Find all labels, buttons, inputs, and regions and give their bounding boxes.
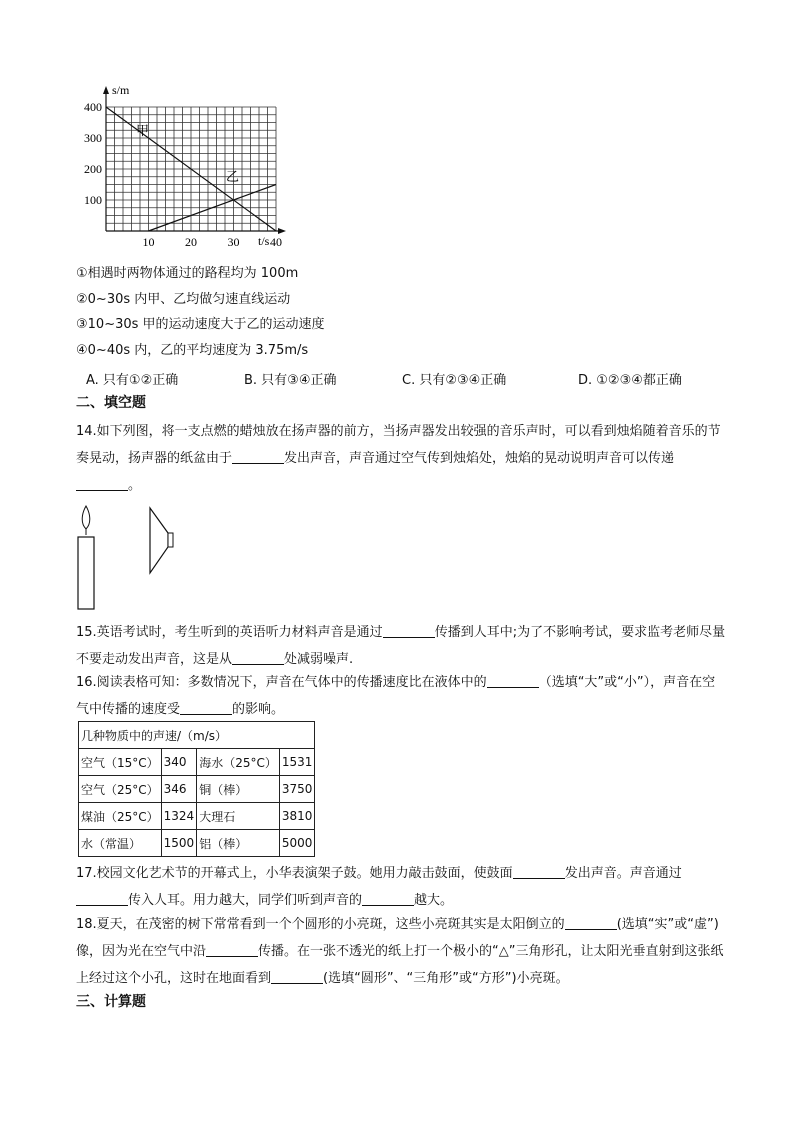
option-a[interactable]: A. 只有①②正确	[86, 373, 179, 388]
q17-blank-2[interactable]	[76, 891, 128, 906]
candle-body	[78, 537, 94, 609]
x-tick-label: 20	[185, 235, 197, 249]
q17-text-4: 越大。	[414, 893, 454, 908]
q14-text-3: 。	[128, 478, 142, 493]
q16-blank-2[interactable]	[180, 700, 232, 715]
table-cell: 1531	[279, 749, 315, 776]
option-b[interactable]: B. 只有③④正确	[244, 373, 337, 388]
q17-text-3: 传入人耳。用力越大，同学们听到声音的	[128, 893, 363, 908]
x-tick-label: 10	[142, 235, 155, 249]
table-cell: 海水（25°C）	[197, 749, 280, 776]
table-row	[79, 749, 315, 776]
table-cell: 铝（棒）	[197, 830, 280, 857]
q18-text-1: 18.夏天，在茂密的树下常常看到一个个圆形的小亮斑，这些小亮斑其实是太阳倒立的	[76, 917, 565, 932]
table-title-row	[79, 722, 315, 749]
table-cell: 大理石	[197, 803, 280, 830]
speaker-cone	[150, 508, 168, 573]
question-14	[76, 418, 726, 499]
y-axis-label: s/m	[112, 83, 130, 97]
section-calc-heading: 三、计算题	[76, 994, 146, 1010]
table-cell: 1500	[161, 830, 197, 857]
y-axis-arrow	[103, 86, 109, 94]
y-tick-label: 200	[84, 162, 102, 176]
x-tick-label: 40	[270, 235, 282, 249]
question-16	[76, 669, 726, 723]
question-17	[76, 860, 726, 914]
y-tick-labels	[84, 100, 102, 207]
q18-text-3: 传播。在一张不透光的纸上打一个极小的“△”三角形孔，让太阳光垂直射到这张纸上经过这个小孔，这时在地面看到	[76, 944, 724, 986]
q15-blank-1[interactable]	[383, 623, 435, 638]
q16-text-1: 16.阅读表格可知：多数情况下，声音在气体中的传播速度比在液体中的	[76, 675, 487, 690]
q16-text-3: 的影响。	[232, 702, 285, 717]
table-cell: 3750	[279, 776, 315, 803]
table-cell: 煤油（25°C）	[79, 803, 162, 830]
table-cell: 空气（15°C）	[79, 749, 162, 776]
question-18	[76, 911, 726, 992]
q17-blank-1[interactable]	[513, 864, 565, 879]
q15-text-1: 15.英语考试时，考生听到的英语听力材料声音是通过	[76, 625, 383, 640]
q16-text-2: （选填“大”或“小”），声音在空气中传播的速度受	[76, 675, 716, 717]
x-axis-arrow	[278, 228, 286, 234]
speaker-magnet	[168, 533, 173, 547]
q18-blank-1[interactable]	[565, 915, 617, 930]
sound-speed-table	[78, 721, 315, 857]
q15-text-3: 处减弱噪声.	[284, 652, 354, 667]
table-cell: 空气（25°C）	[79, 776, 162, 803]
q14-text-1: 14.如下列图，将一支点燃的蜡烛放在扬声器的前方，当扬声器发出较强的音乐声时，可以看到烛焰随着音乐的节奏晃动，扬声器的纸盆由于	[76, 424, 721, 466]
q18-blank-2[interactable]	[206, 942, 258, 957]
label-jia: 甲	[136, 123, 150, 138]
q18-text-2: (选填“实”或“虚”)像，因为光在空气中沿	[76, 917, 719, 959]
statement-3: ③10~30s 甲的运动速度大于乙的运动速度	[76, 317, 325, 332]
st-graph	[70, 80, 300, 255]
table-row	[79, 830, 315, 857]
candle-flame	[82, 506, 90, 529]
table-title: 几种物质中的声速/（m/s）	[79, 722, 315, 749]
table-cell: 340	[161, 749, 197, 776]
candle	[78, 506, 94, 609]
y-tick-label: 300	[84, 131, 102, 145]
q17-text-2: 发出声音。声音通过	[564, 866, 682, 881]
q16-blank-1[interactable]	[487, 673, 539, 688]
speaker	[150, 508, 173, 573]
q14-blank-1[interactable]	[232, 449, 284, 464]
option-c[interactable]: C. 只有②③④正确	[402, 373, 507, 388]
statement-1: ①相遇时两物体通过的路程均为 100m	[76, 266, 299, 281]
statement-4: ④0~40s 内，乙的平均速度为 3.75m/s	[76, 343, 309, 358]
x-tick-label: 30	[227, 235, 240, 249]
question-15	[76, 619, 726, 673]
table-row	[79, 776, 315, 803]
q14-text-2: 发出声音，声音通过空气传到烛焰处，烛焰的晃动说明声音可以传递	[284, 451, 675, 466]
option-d[interactable]: D. ①②③④都正确	[578, 373, 682, 388]
table-cell: 3810	[279, 803, 315, 830]
statement-2: ②0~30s 内甲、乙均做匀速直线运动	[76, 292, 291, 307]
q17-blank-3[interactable]	[362, 891, 414, 906]
q15-blank-2[interactable]	[232, 650, 284, 665]
x-axis-label: t/s	[258, 234, 270, 248]
table-cell: 水（常温）	[79, 830, 162, 857]
table-cell: 1324	[161, 803, 197, 830]
q18-text-4: (选填“圆形”、“三角形”或“方形”)小亮斑。	[323, 971, 569, 986]
section-fill-heading: 二、填空题	[76, 395, 146, 411]
q14-blank-2[interactable]	[76, 476, 128, 491]
table-cell: 5000	[279, 830, 315, 857]
table-cell: 346	[161, 776, 197, 803]
q15-text-2: 传播到人耳中;为了不影响考试，要求监考老师尽量不要走动发出声音，这是从	[76, 625, 726, 667]
table-cell: 铜（棒）	[197, 776, 280, 803]
y-tick-label: 400	[84, 100, 102, 114]
table-row	[79, 803, 315, 830]
y-tick-label: 100	[84, 193, 102, 207]
label-yi: 乙	[226, 169, 240, 184]
q18-blank-3[interactable]	[271, 969, 323, 984]
q17-text-1: 17.校园文化艺术节的开幕式上，小华表演架子鼓。她用力敲击鼓面，使鼓面	[76, 866, 513, 881]
candle-speaker-figure	[70, 505, 190, 610]
